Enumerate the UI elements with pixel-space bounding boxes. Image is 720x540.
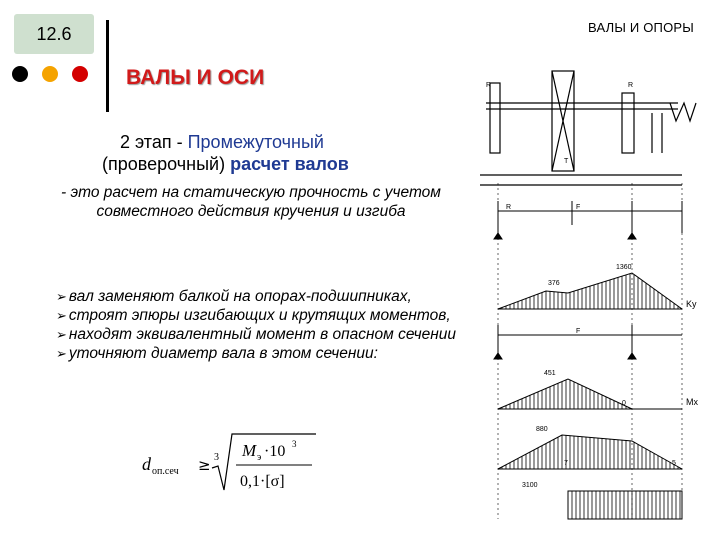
formula-inequality: ≥ [198,456,211,474]
bullet-text: вал заменяют балкой на опорах-подшипниках, [68,288,412,305]
stage-heading-line1 [120,132,324,153]
header-title: ВАЛЫ И ОПОРЫ [588,20,694,35]
arrow-bullet-icon: ➢ [56,290,67,305]
header-divider [106,20,109,112]
slide-number: 12.6 [36,23,72,44]
bullet-text: строят эпюры изгибающих и крутящих моментов, [68,307,451,324]
bullet-item [56,345,466,364]
vertical-load-beam [494,201,682,239]
horizontal-load-beam [494,325,682,359]
formula-denominator: 0,1·[σ] [240,473,285,490]
formula-numerator: M [242,441,257,460]
force-label: F [576,204,581,211]
bullet-item [56,326,466,345]
torque-diagram [568,491,682,519]
five-label: 5 [672,460,676,467]
seven-label: 7 [564,460,568,467]
reaction-right-label: R [628,82,634,89]
red-dot [72,66,88,82]
bullet-text: уточняют диаметр вала в этом сечении: [68,345,378,362]
shaft-scheme [480,71,696,185]
moment-hatch-mx [502,380,630,409]
formula-lhs: d [142,454,151,474]
stage-prefix: 2 этап - [120,132,188,152]
moment-hatch-ky [502,274,678,309]
formula-numerator-sub: э [257,452,262,463]
orange-dot [42,66,58,82]
stage-highlight: Промежуточный [187,132,324,152]
mx-label: Mx [686,397,698,407]
shaft-moment-diagram [472,63,706,525]
moment-value-451: 451 [544,370,556,377]
bullet-item [56,288,466,307]
bullet-list [56,288,466,364]
formula-numerator-exp: 3 [292,439,297,449]
stage-prefix-2: (проверочный) [102,154,231,174]
bullet-item [56,307,466,326]
arrow-bullet-icon: ➢ [56,347,67,362]
torque-label: T [564,158,569,165]
zero-label: 0 [622,400,626,407]
formula-lhs-sub: оп.сеч [152,466,179,477]
torque-hatch [572,491,680,519]
stage-description: - это расчет на статическую прочность с учетом совместного действия кручения и изгиба [61,184,441,220]
diameter-formula [140,430,330,500]
formula-root-index: 3 [214,452,219,463]
stage-highlight-2: расчет валов [230,154,349,174]
reaction-a-label: R [506,204,512,211]
moment-value-1360: 1360 [616,264,632,271]
moment-value-880: 880 [536,426,548,433]
arrow-bullet-icon: ➢ [56,309,67,324]
reaction-left-label: R [486,82,492,89]
formula-numerator-factor: ·10 [264,443,286,460]
arrow-bullet-icon: ➢ [56,328,67,343]
black-dot [12,66,28,82]
stage-heading-line2 [102,154,349,175]
bullet-text: находят эквивалентный момент в опасном сечении [68,326,456,343]
slide-number-badge [14,14,94,54]
ky-label: Ky [686,299,697,309]
section-title: ВАЛЫ И ОСИ [126,66,265,89]
force-label-2: F [576,328,581,335]
decor-dots [12,66,88,82]
moment-value-376: 376 [548,280,560,287]
torque-value-3100: 3100 [522,482,538,489]
